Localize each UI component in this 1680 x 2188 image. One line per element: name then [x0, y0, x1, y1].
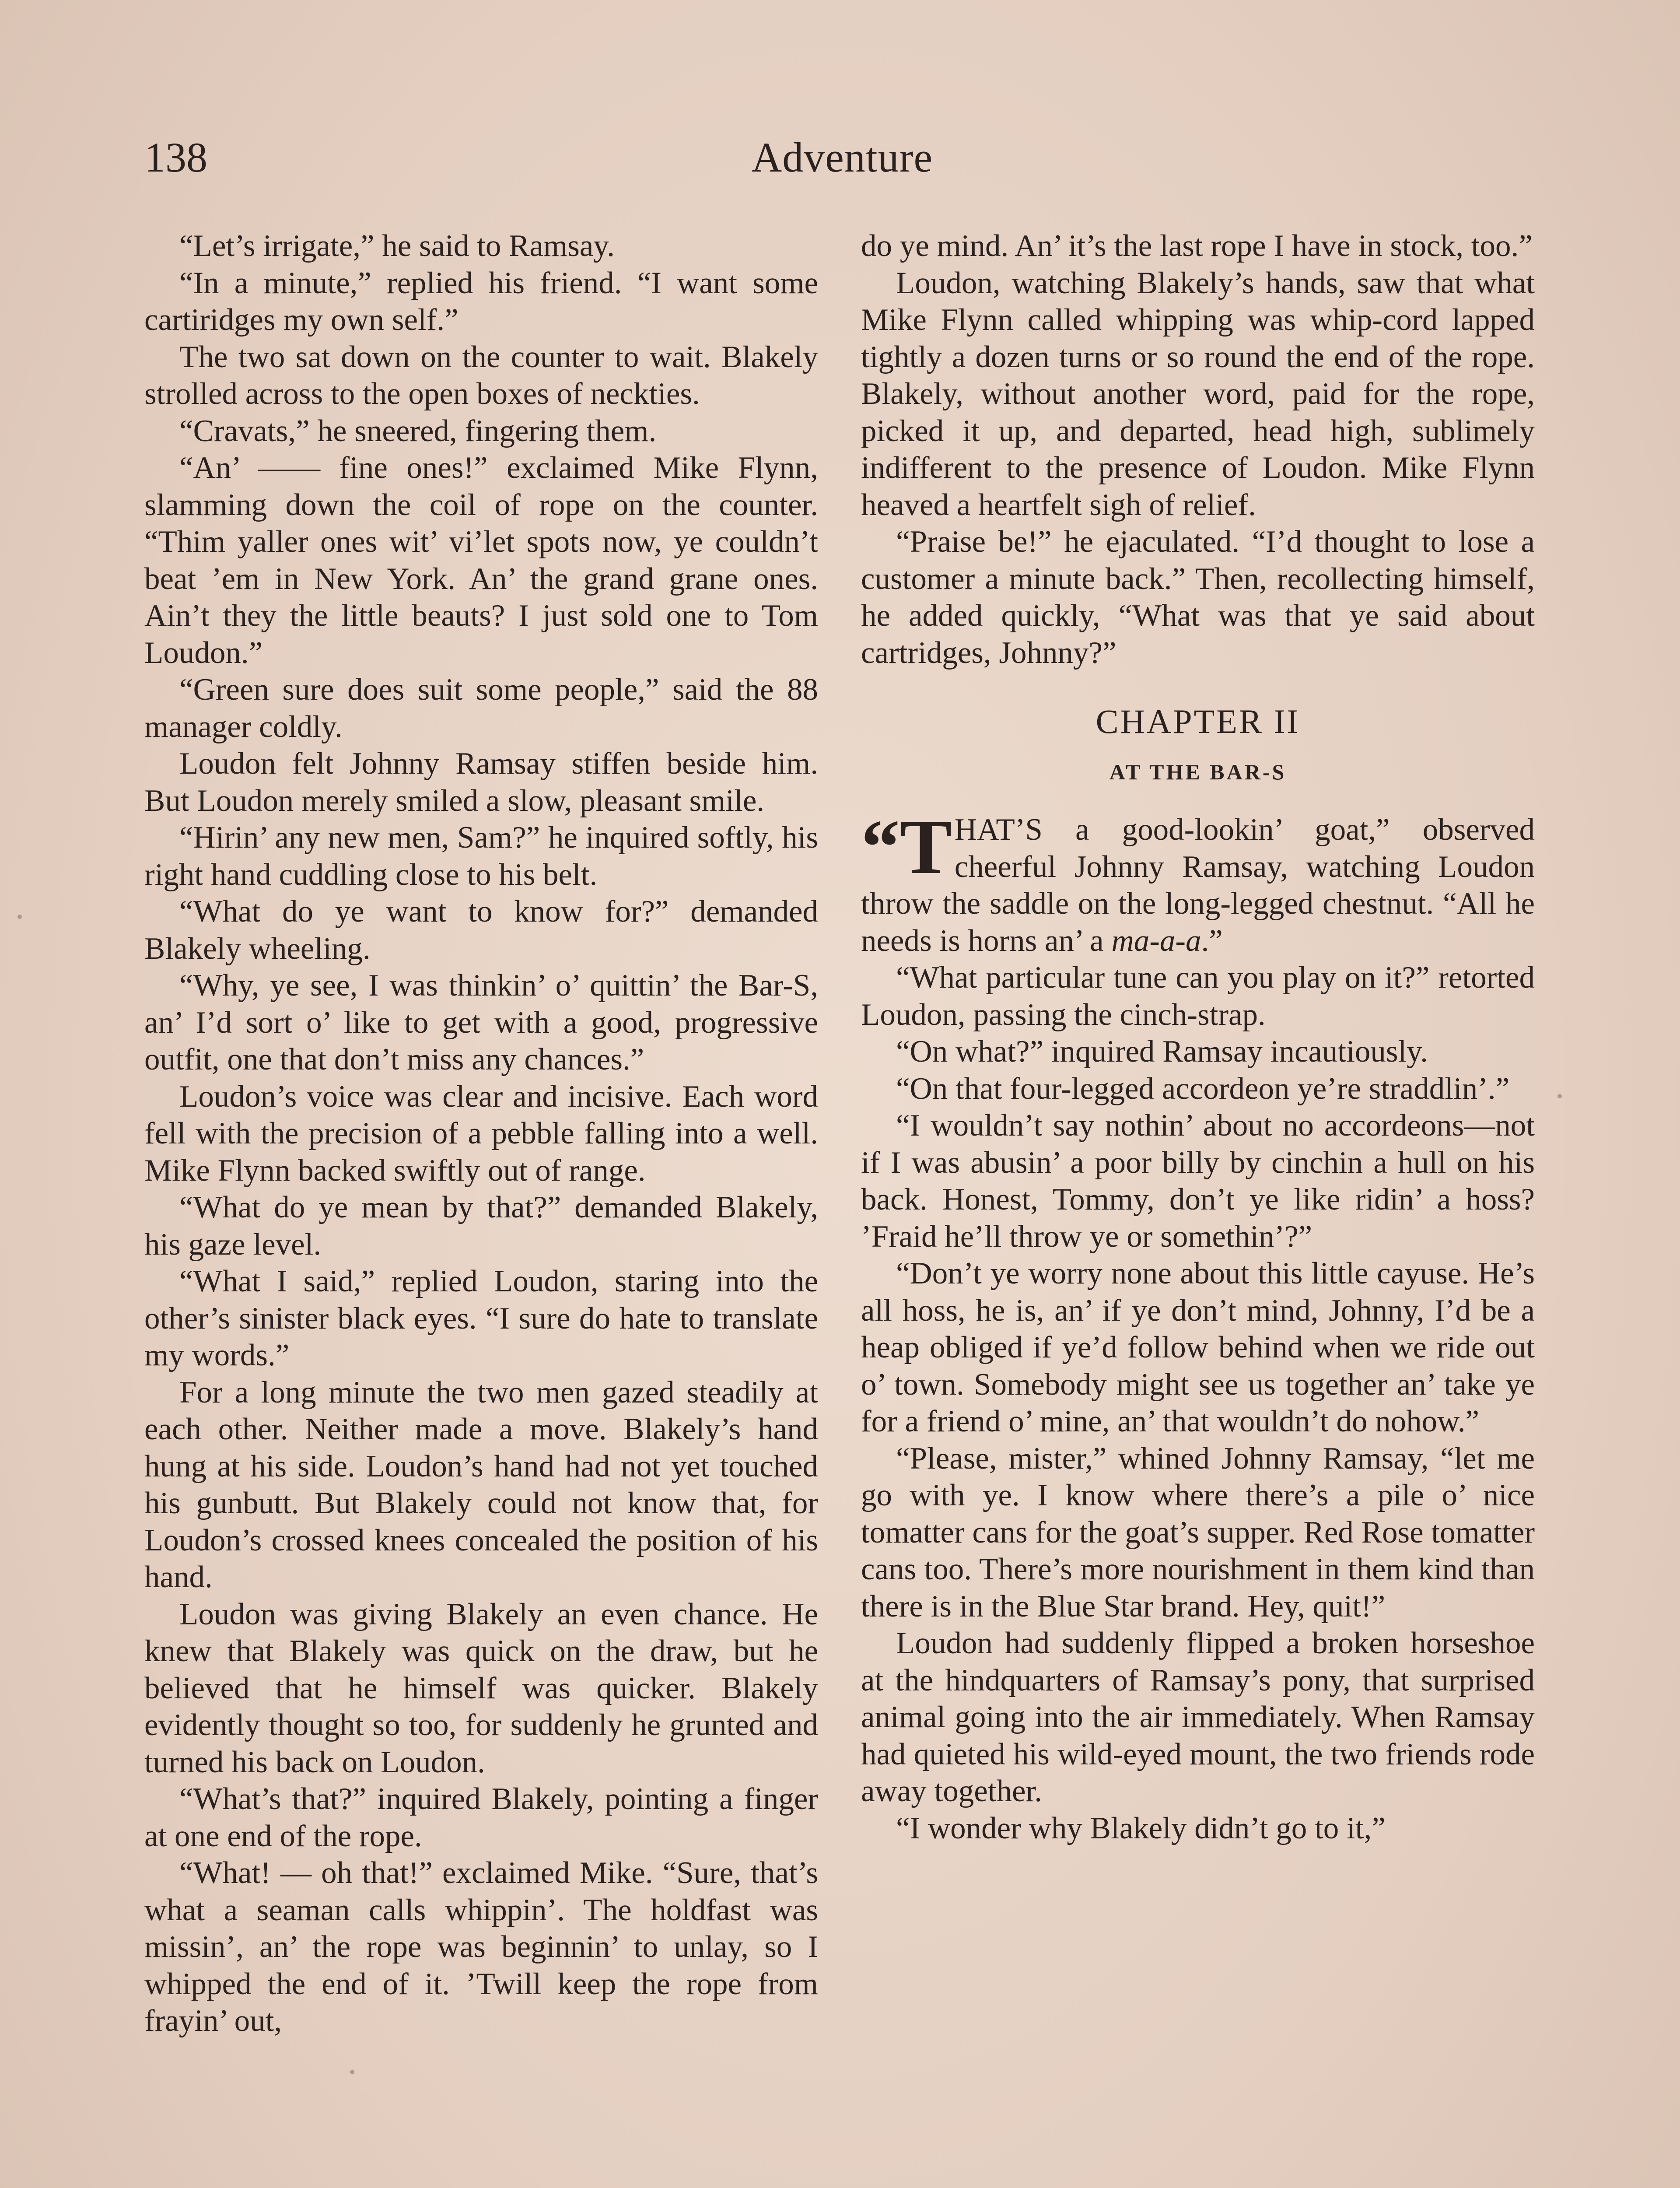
paragraph: “What particular tune can you play on it?” retorted Loudon, passing the cinch-strap. [861, 961, 1535, 1032]
paragraph: “On what?” inquired Ramsay incautiously. [896, 1034, 1428, 1069]
paragraph: “An’ —— fine ones!” exclaimed Mike Flynn, slamming down the coil of rope on the counter. “Thim yaller ones wit’ vi’let spots now, ye couldn’t beat ’em in New York. An’ the grand grane ones. Ain’t they the little beauts? I just sold one to Tom Loudon.” [144, 451, 818, 670]
paragraph: “In a minute,” replied his friend. “I want some cartiridges my own self.” [144, 266, 818, 337]
paragraph: “Green sure does suit some people,” said the 88 manager coldly. [144, 673, 818, 744]
paragraph: “What! — oh that!” exclaimed Mike. “Sure, that’s what a seaman calls whippin’. The holdfast was missin’, an’ the rope was beginnin’ to unlay, so I whipped the end of it. ’Twill keep the rope from frayin’ out, [144, 1856, 818, 2038]
paragraph: “On that four-legged accordeon ye’re straddlin’.” [896, 1071, 1510, 1106]
paragraph: Loudon was giving Blakely an even chance. He knew that Blakely was quick on the draw, but he believed that he himself was quicker. Blakely evidently thought so too, for suddenly he grunted and turned his back on Loudon. [144, 1597, 818, 1779]
drop-cap: “T [861, 803, 952, 890]
paragraph: “Why, ye see, I was thinkin’ o’ quittin’ the Bar-S, an’ I’d sort o’ like to get with a good, progressive outfit, one that don’t miss any chances.” [144, 968, 818, 1076]
page-number: 138 [144, 134, 207, 181]
paragraph: “Cravats,” he sneered, fingering them. [179, 414, 657, 448]
paper-speck [18, 915, 22, 919]
chapter-opening-paragraph [861, 803, 1535, 959]
paragraph: “What’s that?” inquired Blakely, pointing a finger at one end of the rope. [144, 1782, 818, 1853]
paragraph: “I wonder why Blakely didn’t go to it,” [896, 1811, 1386, 1845]
opening-text: HAT’S a good-lookin’ goat,” observed cheerful Johnny Ramsay, watching Loudon throw the saddle on the long-legged chestnut. “All he needs is horns an’ a [861, 813, 1535, 958]
paragraph: “Don’t ye worry none about this little cayuse. He’s all hoss, he is, an’ if ye don’t mind, Johnny, I’d be a heap obliged if ye’d follow behind when we ride out o’ town. Somebody might see us together an’ take ye for a friend o’ mine, an’ that wouldn’t do nohow.” [861, 1256, 1535, 1438]
paragraph: “Please, mister,” whined Johnny Ramsay, “let me go with ye. I know where there’s a pile o’ nice tomatter cans for the goat’s supper. Red Rose tomatter cans too. There’s more nourishment in them kind than there is in the Blue Star brand. Hey, quit!” [861, 1441, 1535, 1623]
paragraph: “What do ye mean by that?” demanded Blakely, his gaze level. [144, 1190, 818, 1262]
paragraph: For a long minute the two men gazed steadily at each other. Neither made a move. Blakely’s hand hung at his side. Loudon’s hand had not yet touched his gunbutt. But Blakely could not know that, for Loudon’s crossed knees concealed the position of his hand. [144, 1375, 818, 1594]
paragraph: “Praise be!” he ejaculated. “I’d thought to lose a customer a minute back.” Then, recollecting himself, he added quickly, “What was that ye said about cartridges, Johnny?” [861, 525, 1535, 670]
paragraph: “Hirin’ any new men, Sam?” he inquired softly, his right hand cuddling close to his belt. [144, 820, 818, 892]
paragraph: “What do ye want to know for?” demanded Blakely wheeling. [144, 894, 818, 966]
right-column [861, 228, 1535, 1847]
paragraph: Loudon felt Johnny Ramsay stiffen beside him. But Loudon merely smiled a slow, pleasant smile. [144, 747, 818, 818]
chapter-subtitle: AT THE BAR-S [1109, 760, 1287, 784]
opening-end: .” [1201, 923, 1223, 958]
paper-speck [1558, 1094, 1562, 1098]
left-column [144, 228, 818, 2040]
paragraph: Loudon, watching Blakely’s hands, saw that what Mike Flynn called whipping was whip-cord lapped tightly a dozen turns or so round the end of the rope. Blakely, without another word, paid for the rope, picked it up, and departed, head high, sublimely indifferent to the presence of Loudon. Mike Flynn heaved a heartfelt sigh of relief. [861, 266, 1535, 522]
paragraph: “Let’s irrigate,” he said to Ramsay. [179, 229, 615, 263]
paragraph: “I wouldn’t say nothin’ about no accordeons—not if I was abusin’ a poor billy by cinchin a hull on his back. Honest, Tommy, don’t ye like ridin’ a hoss? ’Fraid he’ll throw ye or somethin’?” [861, 1108, 1535, 1254]
running-title: Adventure [751, 134, 933, 181]
chapter-title: CHAPTER II [1096, 702, 1300, 740]
paragraph: The two sat down on the counter to wait. Blakely strolled across to the open boxes of neckties. [144, 340, 818, 411]
paragraph: “What I said,” replied Loudon, staring into the other’s sinister black eyes. “I sure do hate to translate my words.” [144, 1264, 818, 1372]
paper-speck [350, 2070, 354, 2074]
opening-italic: ma-a-a [1111, 923, 1201, 958]
paragraph: Loudon had suddenly flipped a broken horseshoe at the hindquarters of Ramsay’s pony, that surprised animal going into the air immediately. When Ramsay had quieted his wild-eyed mount, the two friends rode away together. [861, 1626, 1535, 1808]
paragraph: Loudon’s voice was clear and incisive. Each word fell with the precision of a pebble falling into a well. Mike Flynn backed swiftly out of range. [144, 1079, 818, 1188]
page-header [144, 127, 1540, 188]
paragraph-continued: do ye mind. An’ it’s the last rope I have in stock, too.” [861, 229, 1533, 263]
